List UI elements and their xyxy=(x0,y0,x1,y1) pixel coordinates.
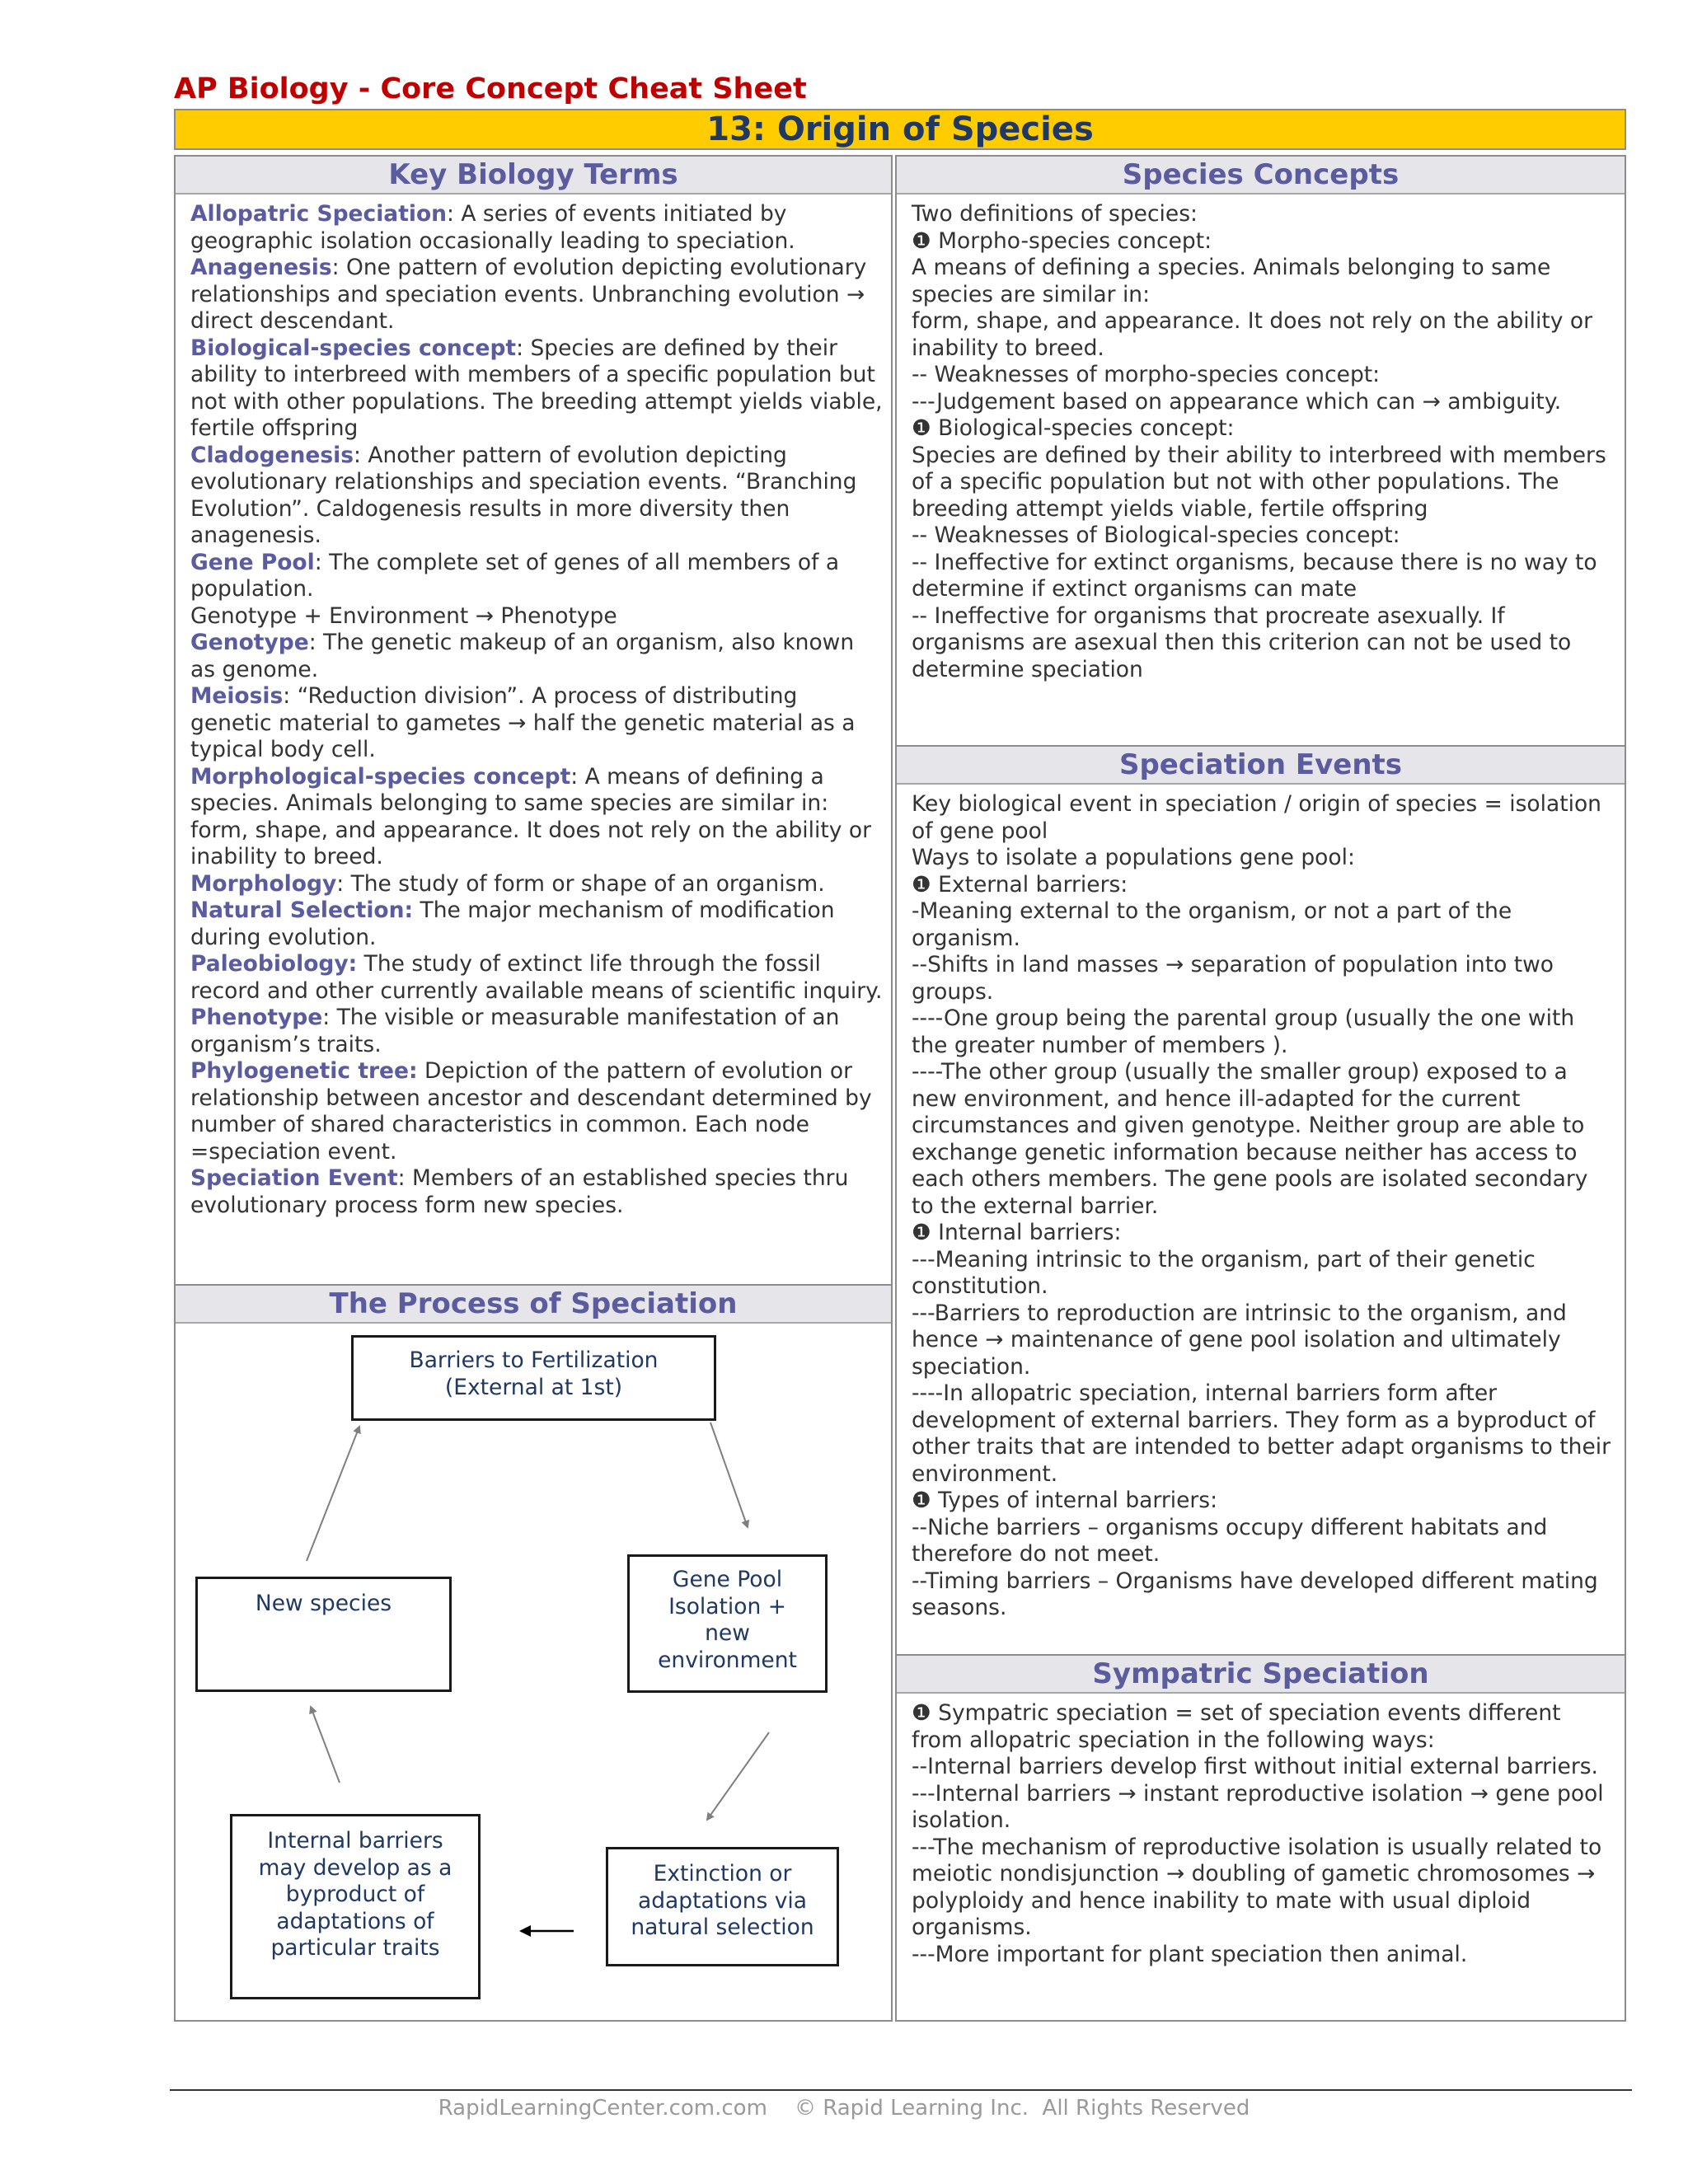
term-name: Anagenesis xyxy=(190,255,332,280)
term-definition: The major mechanism of modification during evolution. xyxy=(190,898,835,950)
extinction-line-2: adaptations via xyxy=(637,1887,808,1914)
document-title: AP Biology - Core Concept Cheat Sheet xyxy=(174,73,807,105)
speciation-events-heading: Speciation Events xyxy=(897,747,1625,785)
barriers-line-2: (External at 1st) xyxy=(444,1374,623,1400)
term-definition: The study of extinct life through the fossil record and other currently available means of scientific inquiry. xyxy=(190,951,883,1004)
term-definition: : The study of form or shape of an organism. xyxy=(336,870,825,897)
extinction-line-3: natural selection xyxy=(631,1915,814,1940)
term-name: Phenotype xyxy=(190,1005,323,1030)
species-concepts-text: Two definitions of species: ❶ Morpho-species concept: A means of defining a species. Animals belonging to same species are similar in: form, shape, and appearance. It does not rely on the ability or inability to breed. -- Weaknesses of morpho-species concept: ---Judgement based on appearance which can → ambiguity. ❶ Biological-species concept: Species are defined by their ability to interbreed with members of a specific population but not with other populations. The breeding attempt yields viable, fertile offspring -- Weaknesses of Biological-species concept: -- Ineffective for extinct organisms, because there is no way to determine if extinct organisms can mate -- Ineffective for organisms that procreate asexually. If organisms are asexual then this criterion can not be used to determine speciation xyxy=(912,201,1606,682)
sympatric-heading: Sympatric Speciation xyxy=(897,1656,1625,1694)
internal-line-3: byproduct of xyxy=(285,1882,425,1907)
term-name: Allopatric Speciation xyxy=(190,201,448,227)
term-name: Genotype xyxy=(190,630,309,655)
term-definition: : The complete set of genes of all members of a population. Genotype + Environment → Phenotype xyxy=(190,549,840,629)
term-name: Cladogenesis xyxy=(190,442,354,468)
footer-divider xyxy=(170,2089,1632,2091)
gene-pool-line-2: Isolation + xyxy=(668,1593,786,1619)
term-definition: : Another pattern of evolution depicting evolutionary relationships and speciation events. “Branching Evolution”. Caldogenesis results in more diversity then anagenesis. xyxy=(190,442,857,548)
arrow-genepool-to-extinction xyxy=(707,1732,769,1820)
footer-copyright: RapidLearningCenter.com.com © Rapid Learning Inc. All Rights Reserved xyxy=(438,2096,1250,2121)
term-name: Paleobiology: xyxy=(190,951,358,977)
new-species-line-1: New species xyxy=(255,1591,392,1616)
term-name: Biological-species concept xyxy=(190,335,517,361)
term-definition: : The visible or measurable manifestation of an organism’s traits. xyxy=(190,1005,840,1057)
term-name: Natural Selection: xyxy=(190,898,414,923)
internal-line-4: adaptations of xyxy=(276,1908,434,1934)
term-definition: : One pattern of evolution depicting evolutionary relationships and speciation events. Unbranching evolution → direct descendant. xyxy=(190,255,867,334)
arrow-barriers-to-genepool xyxy=(710,1422,748,1527)
term-definition: : Species are defined by their ability to interbreed with members of a specific population but not with other populations. The breeding attempt yields viable, fertile offspring xyxy=(190,335,883,441)
term-definition: : “Reduction division”. A process of distributing genetic material to gametes → half the genetic material as a typical body cell. xyxy=(190,683,856,762)
internal-line-2: may develop as a xyxy=(258,1854,452,1881)
extinction-line-1: Extinction or xyxy=(653,1861,792,1886)
term-name: Gene Pool xyxy=(190,549,315,575)
barriers-line-1: Barriers to Fertilization xyxy=(409,1347,659,1373)
process-heading: The Process of Speciation xyxy=(176,1286,891,1324)
species-concepts-heading: Species Concepts xyxy=(897,157,1625,194)
speciation-events-panel xyxy=(895,745,1626,1657)
arrow-internal-to-newspecies xyxy=(311,1707,340,1783)
term-definition: Depiction of the pattern of evolution or relationship between ancestor and descendant determined by number of shared characteristics in common. Each node =speciation event. xyxy=(190,1058,872,1165)
internal-line-5: particular traits xyxy=(270,1935,440,1961)
term-definition: : Members of an established species thru evolutionary process form new species. xyxy=(190,1165,849,1218)
gene-pool-line-4: environment xyxy=(658,1647,797,1673)
term-definition: : A series of events initiated by geographic isolation occasionally leading to speciation. xyxy=(190,201,795,254)
term-definition: : A means of defining a species. Animals belonging to same species are similar in: form, shape, and appearance. It does not rely on the ability or inability to breed. xyxy=(190,763,872,869)
sympatric-text: ❶ Sympatric speciation = set of speciation events different from allopatric speciation in the following ways: --Internal barriers develop first without initial external barriers. ---Internal barriers → instant reproductive isolation → gene pool isolation. ---The mechanism of reproductive isolation is usually related to meiotic nondisjunction → doubling of gametic chromosomes → polyploidy and hence inability to mate with usual diploid organisms. ---More important for plant speciation then animal. xyxy=(912,1700,1604,1967)
term-name: Phylogenetic tree: xyxy=(190,1058,418,1084)
chapter-banner: 13: Origin of Species xyxy=(174,109,1626,150)
term-name: Speciation Event xyxy=(190,1165,398,1191)
key-terms-heading: Key Biology Terms xyxy=(176,157,891,194)
term-name: Morphological-species concept xyxy=(190,763,571,790)
arrow-newspecies-to-barriers xyxy=(307,1427,359,1561)
sympatric-panel xyxy=(895,1654,1626,2022)
term-definition: : The genetic makeup of an organism, also known as genome. xyxy=(190,630,855,682)
gene-pool-line-1: Gene Pool xyxy=(672,1567,783,1592)
species-concepts-panel xyxy=(895,155,1626,750)
term-name: Meiosis xyxy=(190,683,284,709)
gene-pool-line-3: new xyxy=(705,1620,750,1646)
internal-line-1: Internal barriers xyxy=(267,1828,443,1854)
speciation-events-text: Key biological event in speciation / origin of species = isolation of gene pool Ways to isolate a populations gene pool: ❶ External barriers: -Meaning external to the organism, or not a part of the organism. --Shifts in land masses → separation of population into two groups. ----One group being the parental group (usually the one with the greater number of members ). ----The other group (usually the smaller group) exposed to a new environment, and hence ill-adapted for the current circumstances and given genotype. Neither group are able to exchange genetic information because neither has access to each others members. The gene pools are isolated secondary to the external barrier. ❶ Internal barriers: ---Meaning intrinsic to the organism, part of their genetic constitution. ---Barriers to reproduction are intrinsic to the organism, and hence → maintenance of gene pool isolation and ultimately speciation. ----In allopatric speciation, internal barriers form after development of external barriers. They form as a byproduct of other traits that are intended to better adapt organisms to their environment. ❶ Types of internal barriers: --Niche barriers – organisms occupy different habitats and therefore do not meet. --Timing barriers – Organisms have developed different mating seasons. xyxy=(912,791,1611,1620)
term-name: Morphology xyxy=(190,870,337,897)
